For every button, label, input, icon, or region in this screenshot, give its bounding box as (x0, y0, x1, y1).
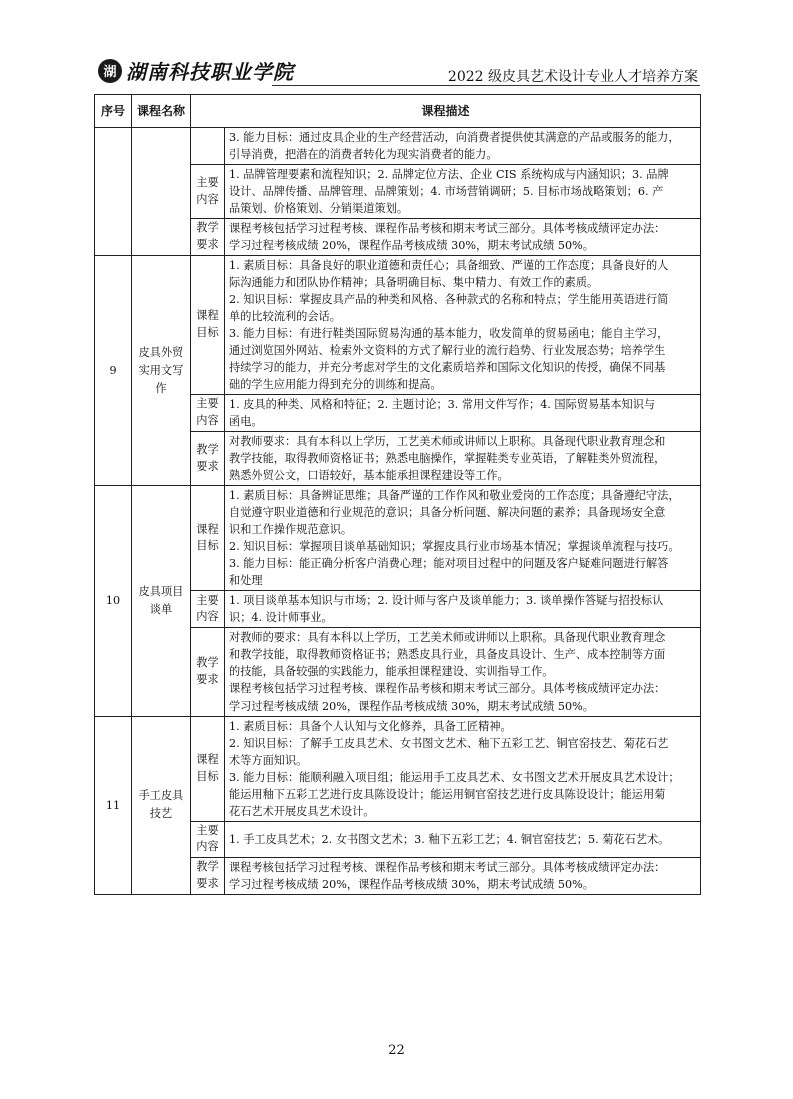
content-label: 主要 内容 (191, 395, 225, 432)
course-table (94, 94, 701, 895)
document-title: 2022 级皮具艺术设计专业人才培养方案 (447, 69, 698, 85)
desc-line: 3. 能力目标：通过皮具企业的生产经营活动，向消费者提供使其满意的产品或服务的能力， (229, 131, 680, 144)
column-header-desc: 课程描述 (191, 95, 701, 128)
course-name-cell (132, 128, 191, 256)
teaching-label: 教学 要求 (191, 432, 225, 486)
school-name-logo: 湖南科技职业学院 (126, 60, 294, 84)
desc-line: 设计、品牌传播、品牌管理、品牌策划；4. 市场营销调研；5. 目标市场战略策划；6. 产 (229, 185, 664, 199)
desc-line: 学习过程考核成绩 20%，课程作品考核成绩 30%，期末考试成绩 50%。 (229, 239, 594, 253)
desc-line: 1. 手工皮具艺术；2. 女书图文艺术；3. 釉下五彩工艺；4. 铜官窑技艺；5. 菊花石艺术。 (229, 832, 670, 846)
desc-line: 3. 能力目标：能顺利融入项目组；能运用手工皮具艺术、女书图文艺术开展皮具艺术设计； (229, 770, 680, 784)
goal-cell (225, 486, 701, 591)
table-row (95, 128, 701, 165)
course-name-cell: 皮具外贸 实用文写 作 (132, 256, 191, 486)
column-header-name: 课程名称 (132, 95, 191, 128)
column-header-no: 序号 (95, 95, 132, 128)
desc-line: 学习过程考核成绩 20%，课程作品考核成绩 30%，期末考试成绩 50%。 (229, 699, 594, 713)
page-header (94, 54, 700, 90)
desc-line: 课程考核包括学习过程考核、课程作品考核和期末考试三部分。具体考核成绩评定办法： (229, 861, 666, 875)
course-name-cell: 手工皮具 技艺 (132, 716, 191, 895)
desc-line: 花石艺术开展皮具艺术设计。 (229, 804, 375, 818)
content-cell (225, 165, 701, 219)
desc-line: 2. 知识目标：掌握项目谈单基础知识；掌握皮具行业市场基本情况；掌握谈单流程与技巧。 (229, 540, 680, 554)
desc-line: 课程考核包括学习过程考核、课程作品考核和期末考试三部分。具体考核成绩评定办法： (229, 222, 666, 236)
desc-line: 对教师的要求：具有本科以上学历，工艺美术师或讲师以上职称。具备现代职业教育理念 (229, 631, 666, 645)
desc-line: 和教学技能，取得教师资格证书；熟悉皮具行业，具备皮具设计、生产、成本控制等方面 (229, 648, 666, 662)
desc-line: 持续学习的能力，并充分考虑对学生的文化素质培养和国际文化知识的传授，确保不同基 (229, 361, 666, 375)
desc-line: 单的比较流利的会话。 (229, 310, 341, 324)
desc-line: 和处理 (229, 574, 263, 588)
table-row (95, 716, 701, 821)
desc-line: 函电。 (229, 415, 263, 429)
table-row (95, 256, 701, 395)
content-cell (225, 395, 701, 432)
teaching-label: 教学 要求 (191, 858, 225, 895)
goal-label: 课程 目标 (191, 256, 225, 395)
desc-line: 3. 能力目标：能正确分析客户消费心理；能对项目过程中的问题及客户疑难问题进行解答 (229, 557, 669, 571)
goal-label: 课程 目标 (191, 486, 225, 591)
desc-line: 1. 素质目标：具备良好的职业道德和责任心；具备细致、严谨的工作态度；具备良好的人 (229, 259, 669, 273)
empty-label-cell (191, 128, 225, 165)
page-number: 22 (388, 1043, 405, 1058)
teaching-cell (225, 858, 701, 895)
course-no-cell (95, 128, 132, 256)
desc-line: 的技能，具备较强的实践能力，能承担课程建设、实训指导工作。 (229, 665, 554, 679)
desc-line: 际沟通能力和团队协作精神；具备明确目标、集中精力、有效工作的素质。 (229, 276, 599, 290)
desc-line: 品策划、价格策划、分销渠道策划。 (229, 202, 409, 216)
teaching-cell (225, 219, 701, 256)
teaching-cell (225, 628, 701, 716)
desc-line: 1. 皮具的种类、风格和特征；2. 主题讨论；3. 常用文件写作；4. 国际贸易基本知识与 (229, 398, 656, 412)
desc-line: 1. 素质目标：具备个人认知与文化修养，具备工匠精神。 (229, 719, 512, 733)
desc-line: 1. 项目谈单基本知识与市场；2. 设计师与客户及谈单能力；3. 谈单操作答疑与招投标认 (229, 594, 664, 608)
goal-label: 课程 目标 (191, 716, 225, 821)
table-row (95, 486, 701, 591)
school-logo (98, 56, 294, 85)
desc-line: 自觉遵守职业道德和行业规范的意识；具备分析问题、解决问题的素养；具备现场安全意 (229, 506, 666, 520)
desc-line: 础的学生应用能力得到充分的训练和提高。 (229, 378, 442, 392)
content-label: 主要 内容 (191, 591, 225, 628)
desc-line: 学习过程考核成绩 20%，课程作品考核成绩 30%，期末考试成绩 50%。 (229, 878, 594, 892)
desc-line: 3. 能力目标：有进行鞋类国际贸易沟通的基本能力，收发简单的贸易函电；能自主学习， (229, 327, 669, 341)
content-label: 主要 内容 (191, 165, 225, 219)
content-cell (225, 591, 701, 628)
teaching-label: 教学 要求 (191, 628, 225, 716)
course-no-cell: 9 (95, 256, 132, 486)
school-emblem-icon: 湖 (98, 59, 122, 83)
header-divider (272, 85, 700, 86)
desc-line: 通过浏览国外网站、检索外文资料的方式了解行业的流行趋势、行业发展态势；培养学生 (229, 344, 666, 358)
desc-line: 2. 知识目标：了解手工皮具艺术、女书图文艺术、釉下五彩工艺、铜官窑技艺、菊花石艺 (229, 736, 669, 750)
content-label: 主要 内容 (191, 821, 225, 858)
desc-line: 识和工作操作规范意识。 (229, 523, 353, 537)
desc-line: 教学技能，取得教师资格证书；熟悉电脑操作，掌握鞋类专业英语，了解鞋类外贸流程， (229, 452, 666, 466)
desc-line: 识；4. 设计师事业。 (229, 611, 333, 625)
course-name-cell: 皮具项目 谈单 (132, 486, 191, 716)
goal-cell (225, 716, 701, 821)
goal-cell (225, 256, 701, 395)
ability-goal-cell (225, 128, 701, 165)
desc-line: 1. 品牌管理要素和流程知识；2. 品牌定位方法、企业 CIS 系统构成与内涵知识；3. 品牌 (229, 168, 669, 182)
desc-line: 对教师要求：具有本科以上学历，工艺美术师或讲师以上职称。具备现代职业教育理念和 (229, 435, 666, 449)
desc-line: 引导消费，把潜在的消费者转化为现实消费者的能力。 (229, 148, 498, 162)
desc-line: 能运用釉下五彩工艺进行皮具陈设设计；能运用铜官窑技艺进行皮具陈设设计；能运用菊 (229, 787, 666, 801)
desc-line: 课程考核包括学习过程考核、课程作品考核和期末考试三部分。具体考核成绩评定办法： (229, 682, 666, 696)
desc-line: 2. 知识目标：掌握皮具产品的种类和风格、各种款式的名称和特点；学生能用英语进行简 (229, 293, 669, 307)
table-header-row (95, 95, 701, 128)
teaching-cell (225, 432, 701, 486)
desc-line: 1. 素质目标：具备辨证思维；具备严谨的工作作风和敬业爱岗的工作态度；具备遵纪守法， (229, 489, 680, 503)
course-no-cell: 10 (95, 486, 132, 716)
course-no-cell: 11 (95, 716, 132, 895)
desc-line: 熟悉外贸公文，口语较好，基本能承担课程建设等工作。 (229, 469, 509, 483)
desc-line: 术等方面知识。 (229, 753, 308, 767)
content-cell (225, 821, 701, 858)
teaching-label: 教学 要求 (191, 219, 225, 256)
